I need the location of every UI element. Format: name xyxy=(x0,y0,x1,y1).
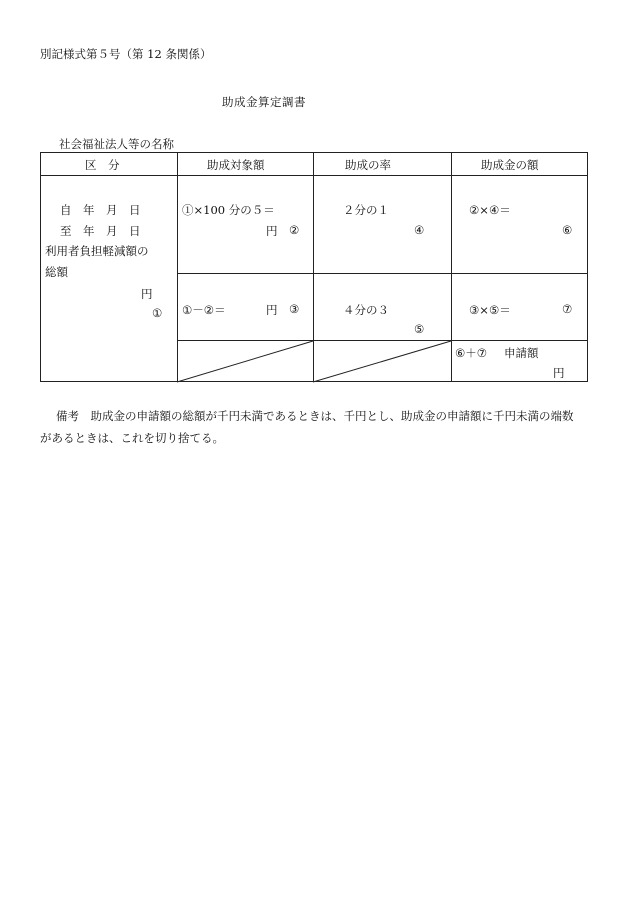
header-rate: 助成の率 xyxy=(345,158,391,172)
grant-formula-1: ②×④＝ xyxy=(469,203,511,217)
category-marker: ① xyxy=(152,306,163,320)
eligible-formula-2: ①－②＝ xyxy=(182,303,226,317)
blank-cell-diagonal xyxy=(313,340,452,383)
header-grant-amount: 助成金の額 xyxy=(481,158,539,172)
application-amount-label: 申請額 xyxy=(504,346,539,360)
corporation-name-label: 社会福祉法人等の名称 xyxy=(59,137,174,151)
document-title: 助成金算定調書 xyxy=(222,95,306,109)
blank-cell-diagonal xyxy=(177,340,314,383)
rate-text-2: ４分の３ xyxy=(343,303,389,317)
row-divider xyxy=(177,273,587,274)
category-yen: 円 xyxy=(141,287,153,301)
eligible-marker-2: ③ xyxy=(289,302,300,316)
form-number: 別記様式第５号（第 12 条関係） xyxy=(40,47,212,61)
header-category: 区 分 xyxy=(85,158,120,172)
grant-marker-2: ⑦ xyxy=(562,302,573,316)
header-divider xyxy=(41,175,587,176)
eligible-yen-1: 円 xyxy=(266,224,278,238)
header-eligible-amount: 助成対象額 xyxy=(207,158,265,172)
remarks-line-1: 備考 助成金の申請額の総額が千円未満であるときは、千円とし、助成金の申請額に千円未満の端数 xyxy=(56,409,574,423)
category-description: 利用者負担軽減額の xyxy=(45,244,149,258)
category-from-date: 自 年 月 日 xyxy=(60,203,141,217)
rate-marker-1: ④ xyxy=(414,223,425,237)
remarks-note xyxy=(40,405,592,449)
grant-calculation-table xyxy=(40,152,588,382)
rate-text-1: ２分の１ xyxy=(343,203,389,217)
category-description-2: 総額 xyxy=(45,265,68,279)
eligible-marker-1: ② xyxy=(289,223,300,237)
application-amount-yen: 円 xyxy=(553,366,565,380)
grant-formula-2: ③×⑤＝ xyxy=(469,303,511,317)
rate-marker-2: ⑤ xyxy=(414,322,425,336)
eligible-formula-1: ①×100 分の５＝ xyxy=(182,203,275,217)
grant-formula-3: ⑥＋⑦ xyxy=(455,346,488,360)
eligible-yen-2: 円 xyxy=(266,303,278,317)
grant-marker-1: ⑥ xyxy=(562,223,573,237)
category-to-date: 至 年 月 日 xyxy=(60,224,141,238)
remarks-line-2: があるときは、これを切り捨てる。 xyxy=(40,431,224,445)
